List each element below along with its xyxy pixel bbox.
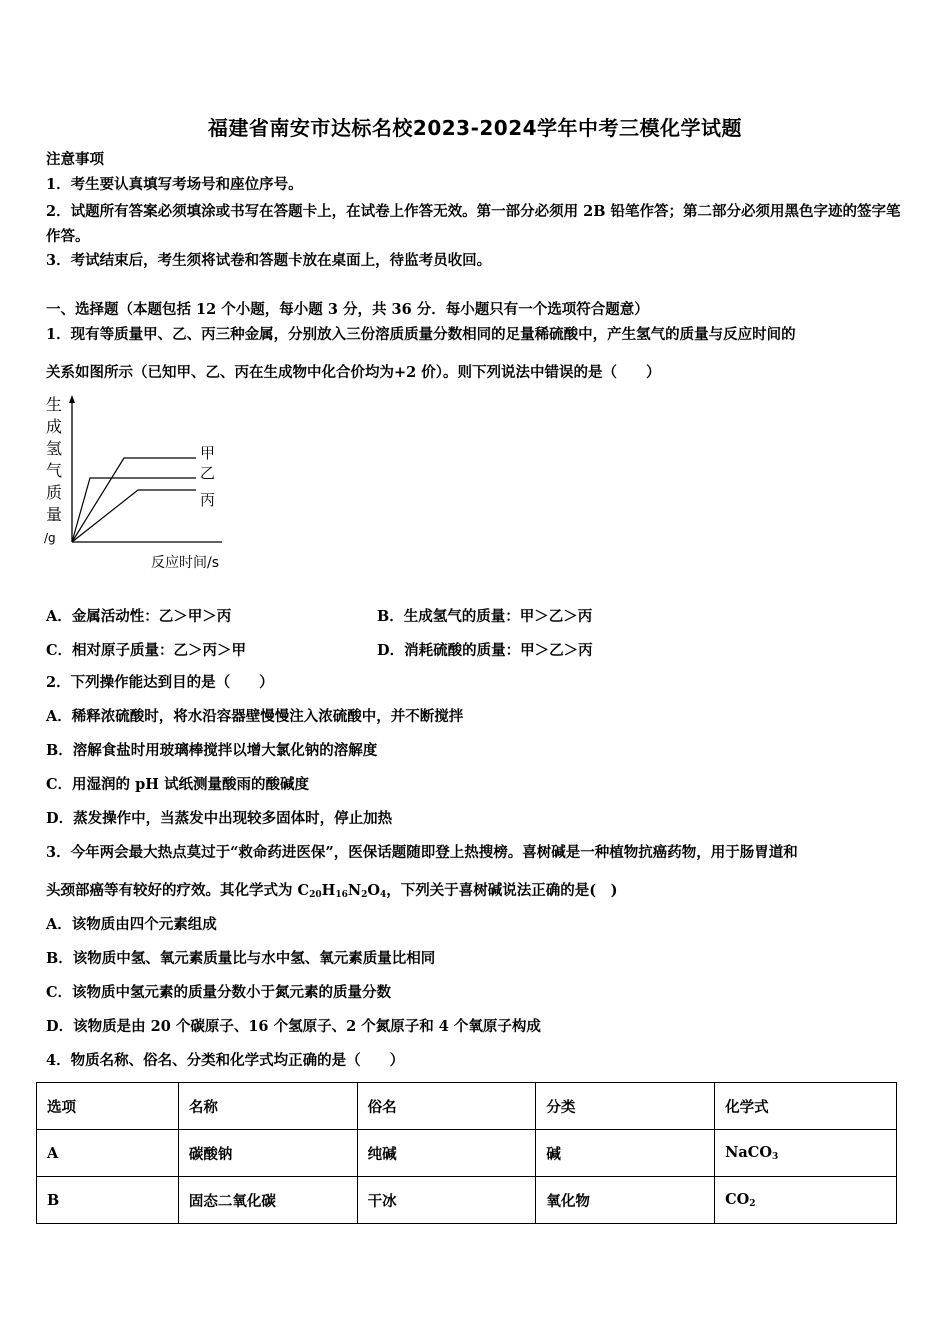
table-header-cell: 名称	[178, 1083, 357, 1130]
q2-option-b: B．溶解食盐时用玻璃棒搅拌以增大氯化钠的溶解度	[46, 742, 378, 759]
table-cell: $CO_2$	[715, 1177, 897, 1224]
table-cell: 纯碱	[357, 1130, 536, 1177]
q2-option-a: A．稀释浓硫酸时，将水沿容器壁慢慢注入浓硫酸中，并不断搅拌	[46, 708, 464, 725]
series-group	[72, 444, 215, 542]
q3-option-c: C．该物质中氢元素的质量分数小于氮元素的质量分数	[46, 984, 392, 1001]
y-axis-label-char: 成	[46, 417, 63, 436]
q2-stem: 2．下列操作能达到目的是（ ）	[46, 674, 274, 691]
notice-item-1: 1．考生要认真填写考场号和座位序号。	[46, 176, 303, 193]
q3-text-post: ，下列关于喜树碱说法正确的是( )	[386, 882, 618, 899]
q1-option-c: C．相对原子质量：乙＞丙＞甲	[46, 642, 247, 659]
y-axis-label-char: 氢	[46, 439, 63, 458]
y-axis-label	[44, 395, 62, 545]
notice-item-3: 3．考试结束后，考生须将试卷和答题卡放在桌面上，待监考员收回。	[46, 252, 492, 269]
q3-stem-line2	[46, 881, 618, 905]
q2-option-d: D．蒸发操作中，当蒸发中出现较多固体时，停止加热	[46, 810, 393, 827]
y-axis-label-char: 生	[46, 395, 63, 414]
q3-option-b: B．该物质中氢、氧元素质量比与水中氢、氧元素质量比相同	[46, 950, 436, 967]
table-header-row	[37, 1083, 897, 1130]
series-label-3: 丙	[200, 491, 216, 509]
y-axis-label-char: 质	[46, 483, 63, 502]
q1-stem-line1: 1．现有等质量甲、乙、丙三种金属，分别放入三份溶质质量分数相同的足量稀硫酸中，产生氢气的质量与反应时间的	[46, 326, 796, 343]
series-line-2	[72, 478, 196, 542]
q3-text-pre: 头颈部癌等有较好的疗效。其化学式为	[46, 882, 298, 899]
series-line-1	[72, 458, 196, 542]
notice-heading: 注意事项	[46, 151, 104, 168]
q1-chart	[40, 392, 240, 577]
q1-option-b: B．生成氢气的质量：甲＞乙＞丙	[377, 608, 593, 625]
x-axis-label: 反应时间/s	[151, 555, 220, 571]
table-cell: B	[37, 1177, 179, 1224]
y-axis-label-char: 气	[46, 461, 63, 480]
section-heading: 一、选择题（本题包括 12 个小题，每小题 3 分，共 36 分．每小题只有一个选项符合题意）	[46, 301, 649, 318]
table-cell: 氧化物	[536, 1177, 715, 1224]
q3-stem-line1: 3．今年两会最大热点莫过于“救命药进医保”，医保话题随即登上热搜榜。喜树碱是一种植物抗癌药物，用于肠胃道和	[46, 844, 798, 861]
notice-item-2: 2．试题所有答案必须填涂或书写在答题卡上，在试卷上作答无效。第一部分必须用 2B 铅笔作答；第二部分必须用黑色字迹的签字笔作答。	[46, 203, 901, 245]
table-cell: 固态二氧化碳	[178, 1177, 357, 1224]
series-label-2: 乙	[200, 464, 216, 482]
table-cell: A	[37, 1130, 179, 1177]
table-cell: 干冰	[357, 1177, 536, 1224]
table-cell: 碱	[536, 1130, 715, 1177]
series-label-1: 甲	[200, 444, 216, 462]
table-header-cell: 选项	[37, 1083, 179, 1130]
table-header-cell: 俗名	[357, 1083, 536, 1130]
q1-option-d: D．消耗硫酸的质量：甲＞乙＞丙	[377, 642, 593, 659]
table-cell: 碳酸钠	[178, 1130, 357, 1177]
table-header-cell: 化学式	[715, 1083, 897, 1130]
q2-option-c: C．用湿润的 pH 试纸测量酸雨的酸碱度	[46, 776, 309, 793]
q3-option-a: A．该物质由四个元素组成	[46, 916, 217, 933]
q4-stem: 4．物质名称、俗名、分类和化学式均正确的是（ ）	[46, 1052, 405, 1069]
y-axis-label-char: /g	[44, 531, 56, 545]
q1-option-a: A．金属活动性：乙＞甲＞丙	[46, 608, 232, 625]
table-cell: NaCO$_3$	[715, 1130, 897, 1177]
table-row	[37, 1130, 897, 1177]
q3-option-d: D．该物质是由 20 个碳原子、16 个氢原子、2 个氮原子和 4 个氧原子构成	[46, 1018, 541, 1035]
series-line-3	[72, 490, 196, 542]
q3-formula: $C_{20}H_{16}N_2O_4$	[297, 882, 387, 900]
y-axis-label-char: 量	[46, 505, 63, 524]
y-axis-arrow	[69, 395, 75, 403]
table-header-cell: 分类	[536, 1083, 715, 1130]
q1-stem-line2: 关系如图所示（已知甲、乙、丙在生成物中化合价均为+2 价）。则下列说法中错误的是（ ）	[46, 364, 661, 381]
table-row	[37, 1177, 897, 1224]
page-title: 福建省南安市达标名校2023-2024学年中考三模化学试题	[207, 116, 743, 140]
q4-table	[36, 1082, 897, 1224]
